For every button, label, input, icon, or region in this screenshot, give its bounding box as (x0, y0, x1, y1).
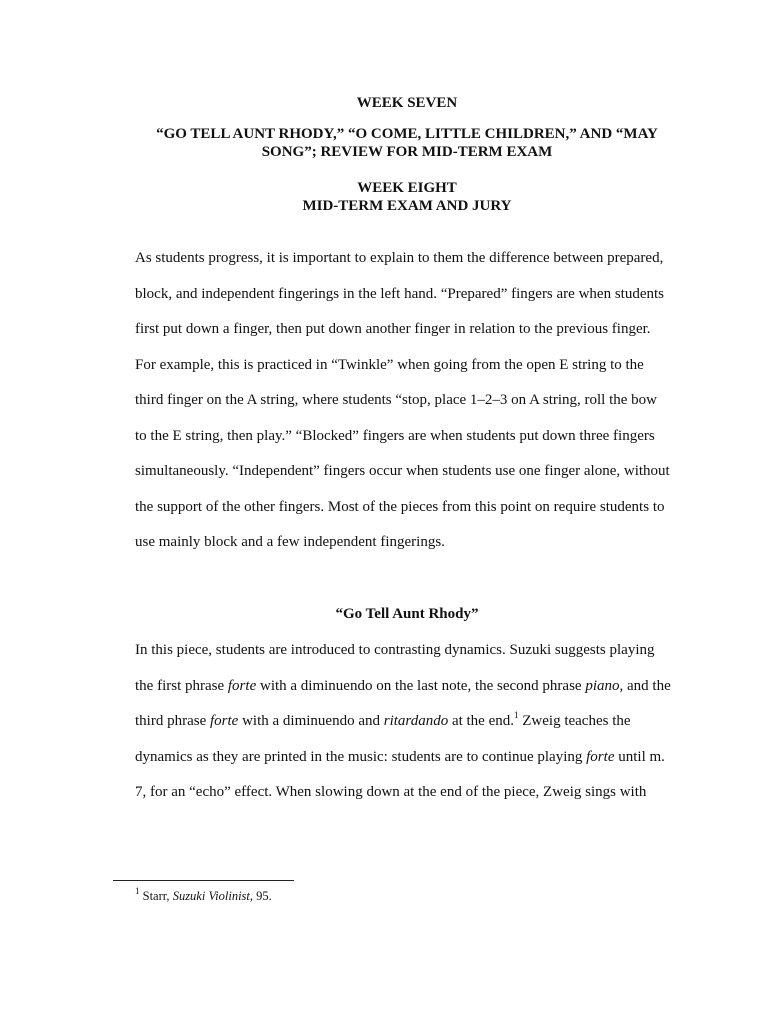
paragraph-line: simultaneously. “Independent” fingers occur when students use one finger alone, without (135, 463, 670, 479)
text-run: with a diminuendo and (238, 713, 384, 729)
paragraph-line (135, 669, 690, 705)
paragraph-line: first put down a finger, then put down another finger in relation to the previous finger. (135, 321, 651, 337)
italic-term-forte: forte (227, 677, 257, 694)
week-eight-subtitle: MID-TERM EXAM AND JURY (302, 198, 512, 214)
paragraph-line (135, 740, 690, 776)
week-seven-subtitle-line1: “GO TELL AUNT RHODY,” “O COME, LITTLE CHILDREN,” AND “MAY (156, 126, 658, 142)
text-run: dynamics as they are printed in the music: students are to continue playing (135, 748, 587, 765)
text-run: with a diminuendo on the last note, the second phrase (256, 677, 586, 694)
paragraph-line: block, and independent fingerings in the left hand. “Prepared” fingers are when students (135, 285, 664, 302)
text-run: third phrase (135, 713, 210, 729)
section-title: “Go Tell Aunt Rhody” (335, 606, 479, 622)
paragraph-line: For example, this is practiced in “Twinkle” when going from the open E string to the (135, 356, 644, 373)
italic-term-ritardando: ritardando (383, 713, 449, 729)
footnote-number: 1 (135, 885, 140, 896)
week-eight-title: WEEK EIGHT (357, 180, 457, 196)
text-run: the first phrase (135, 677, 228, 694)
text-run: until m. (614, 748, 665, 765)
paragraph-line: third finger on the A string, where students “stop, place 1–2–3 on A string, roll the bow (135, 392, 658, 408)
week-seven-title: WEEK SEVEN (356, 95, 458, 111)
paragraph-line: the support of the other fingers. Most of the pieces from this point on require students to (135, 498, 665, 515)
footnote-work-title: Suzuki Violinist (172, 889, 250, 903)
section-paragraph (135, 633, 690, 811)
paragraph-line: In this piece, students are introduced to contrasting dynamics. Suzuki suggests playing (135, 642, 655, 658)
paragraph-line: to the E string, then play.” “Blocked” fingers are when students put down three fingers (135, 427, 655, 444)
footnote (135, 885, 272, 904)
text-run: , and the (619, 677, 671, 694)
week-seven-subtitle (120, 125, 694, 161)
week-seven-subtitle-line2: SONG”; REVIEW FOR MID-TERM EXAM (261, 144, 553, 160)
footnote-divider (113, 880, 294, 881)
footnote-reference[interactable]: 1 (514, 710, 519, 720)
paragraph-line: 7, for an “echo” effect. When slowing down at the end of the piece, Zweig sings with (135, 784, 647, 800)
paragraph-line: use mainly block and a few independent fingerings. (135, 534, 445, 550)
italic-term-forte: forte (586, 748, 615, 765)
paragraph-line: As students progress, it is important to explain to them the difference between prepared, (135, 250, 664, 266)
footnote-page: , 95. (249, 889, 272, 903)
intro-paragraph (135, 241, 690, 561)
footnote-author: Starr, (139, 889, 173, 903)
week-eight-heading (120, 179, 694, 215)
text-run: Zweig teaches the (518, 713, 631, 729)
text-run: at the end. (448, 713, 514, 729)
paragraph-line (135, 704, 690, 740)
italic-term-forte: forte (209, 713, 239, 729)
italic-term-piano: piano (585, 677, 620, 694)
